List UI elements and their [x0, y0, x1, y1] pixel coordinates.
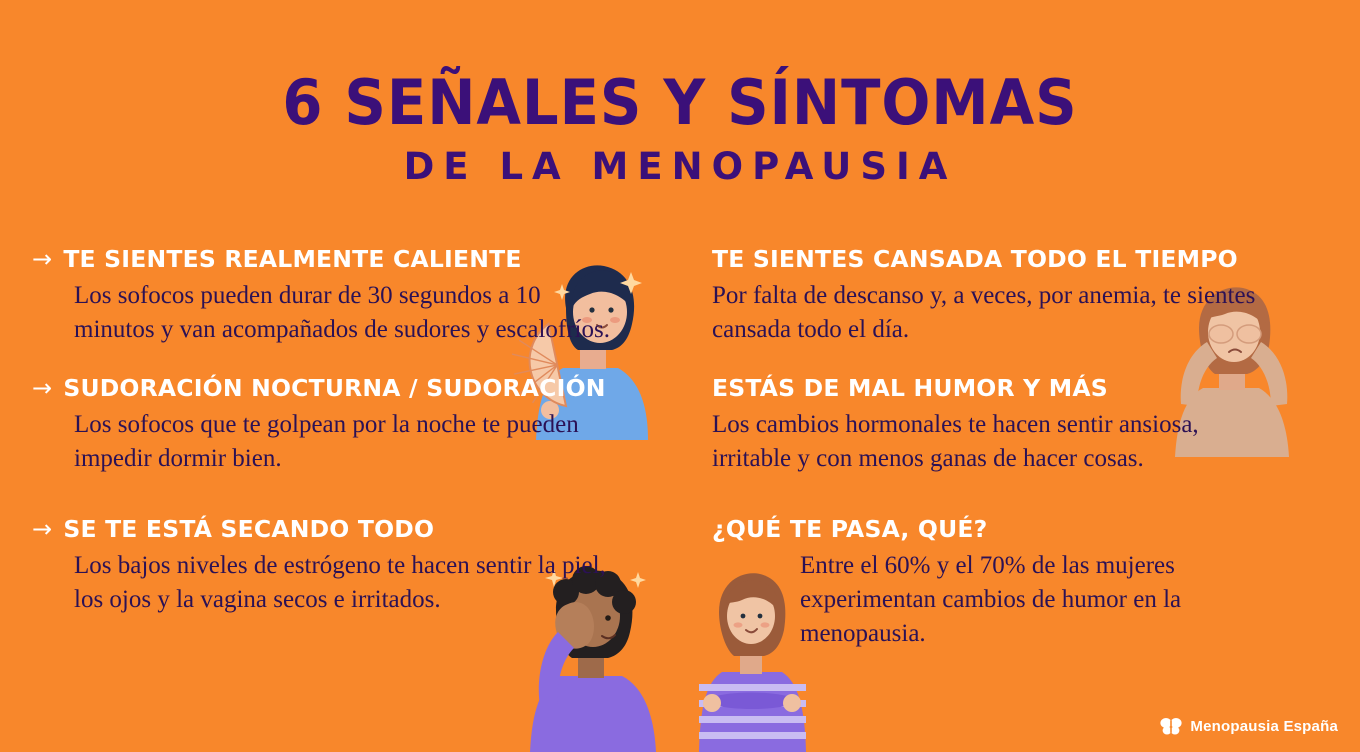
symptom-body-3: Los bajos niveles de estrógeno te hacen sentir la piel, los ojos y la vagina secos e irritados.	[74, 552, 606, 614]
symptom-item-2	[32, 375, 672, 476]
symptom-heading-text-3: SE TE ESTÁ SECANDO TODO	[63, 515, 435, 544]
brand-logo	[1160, 716, 1338, 736]
symptom-heading-6	[712, 516, 1332, 543]
symptom-body-6: Entre el 60% y el 70% de las mujeres experimentan cambios de humor en la menopausia.	[800, 552, 1182, 648]
symptom-item-6	[712, 516, 1332, 651]
right-column	[712, 246, 1332, 651]
left-column	[32, 246, 672, 617]
symptom-body-2: Los sofocos que te golpean por la noche te pueden impedir dormir bien.	[74, 411, 579, 473]
symptom-item-5	[712, 375, 1332, 476]
page-subtitle: DE LA MENOPAUSIA	[403, 145, 957, 189]
symptom-heading-text-5: ESTÁS DE MAL HUMOR Y MÁS	[712, 374, 1108, 403]
symptom-body-1: Los sofocos pueden durar de 30 segundos a 10 minutos y van acompañados de sudores y escalofríos.	[74, 282, 610, 344]
symptom-heading-4	[712, 246, 1332, 273]
symptom-heading-5	[712, 375, 1332, 402]
page-title: 6 SEÑALES Y SÍNTOMAS	[282, 66, 1078, 139]
symptom-heading-text-4: TE SIENTES CANSADA TODO EL TIEMPO	[712, 245, 1238, 273]
title-block	[0, 66, 1360, 189]
symptom-heading-text-2: SUDORACIÓN NOCTURNA / SUDORACIÓN	[63, 374, 606, 403]
symptom-heading-2	[32, 375, 672, 402]
symptom-item-1	[32, 246, 672, 347]
symptom-heading-text-1: TE SIENTES REALMENTE CALIENTE	[63, 245, 522, 273]
arrow-icon: →	[32, 374, 53, 403]
symptom-heading-text-6: ¿QUÉ TE PASA, QUÉ?	[712, 515, 988, 544]
symptom-body-5: Los cambios hormonales te hacen sentir ansiosa, irritable y con menos ganas de hacer cosas.	[712, 411, 1199, 473]
symptom-item-3	[32, 516, 672, 617]
symptom-heading-3	[32, 516, 672, 543]
symptom-heading-1	[32, 246, 672, 273]
arrow-icon: →	[32, 515, 53, 544]
symptom-item-4	[712, 246, 1332, 347]
symptom-body-4: Por falta de descanso y, a veces, por anemia, te sientes cansada todo el día.	[712, 282, 1256, 344]
butterfly-icon	[1160, 716, 1182, 736]
brand-name: Menopausia España	[1190, 717, 1338, 735]
arrow-icon: →	[32, 245, 53, 273]
